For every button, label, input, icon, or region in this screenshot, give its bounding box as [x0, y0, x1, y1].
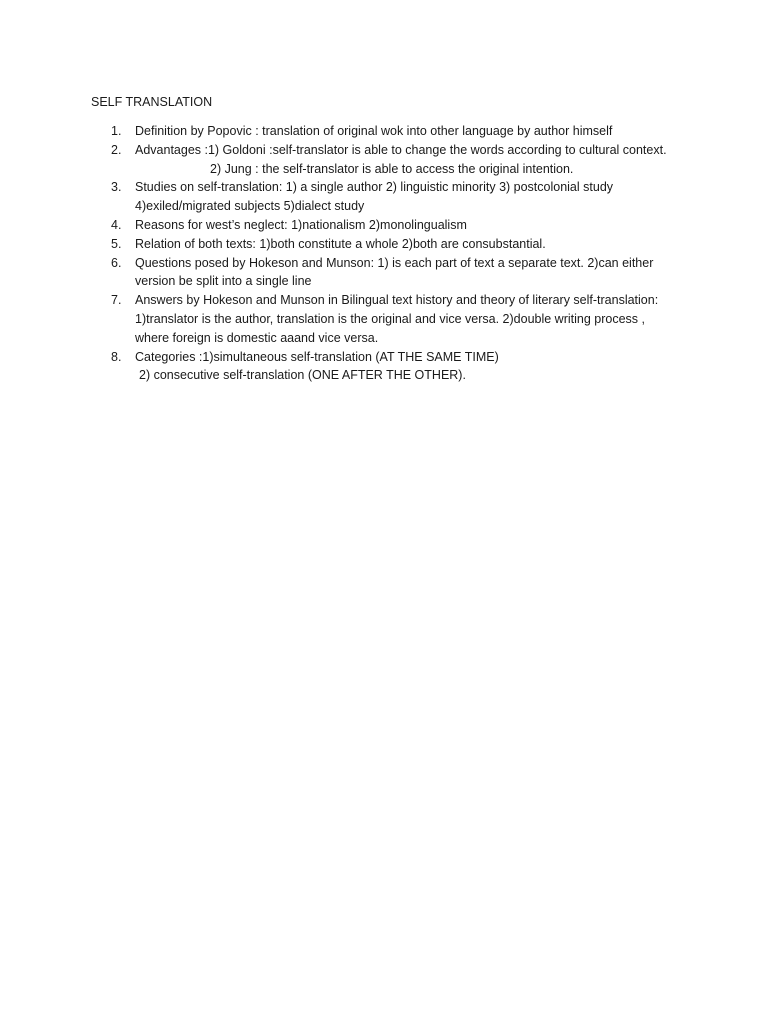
list-item-number: 8. [111, 349, 122, 364]
list-item-text: Relation of both texts: 1)both constitute a whole 2)both are consubstantial. [135, 236, 546, 251]
list-item [91, 216, 691, 235]
list-item [91, 254, 691, 292]
list-item-number: 6. [111, 255, 122, 270]
list-item-text: Answers by Hokeson and Munson in Bilingual text history and theory of literary self-translation: [135, 293, 659, 308]
list-item-text: Questions posed by Hokeson and Munson: 1) is each part of text a separate text. 2)can either [135, 255, 654, 270]
list-item-text: where foreign is domestic aaand vice versa. [135, 330, 379, 345]
list-item-number: 1. [111, 124, 122, 138]
list-item-number: 5. [111, 236, 122, 251]
list-item-text: Reasons for west’s neglect: 1)nationalism 2)monolingualism [135, 217, 467, 232]
list-item [91, 122, 691, 141]
list-item-text: 2) consecutive self-translation (ONE AFTER THE OTHER). [139, 368, 466, 383]
list-item [91, 178, 691, 216]
list-item [91, 348, 691, 386]
list-item [91, 291, 691, 347]
list-item-text: 1)translator is the author, translation is the original and vice versa. 2)double writing process , [135, 311, 645, 326]
list-item-number: 7. [111, 293, 122, 308]
list-item-text: 4)exiled/migrated subjects 5)dialect study [135, 199, 365, 214]
list-item-text: Definition by Popovic : translation of original wok into other language by author himself [135, 124, 613, 138]
list-item [91, 141, 691, 179]
list-item-number: 3. [111, 180, 122, 195]
list-item-number: 4. [111, 217, 122, 232]
list-item-text: version be split into a single line [135, 274, 312, 289]
list-item-number: 2. [111, 142, 122, 157]
list-item [91, 235, 691, 254]
document-title: SELF TRANSLATION [91, 95, 213, 109]
list-item-text: Studies on self-translation: 1) a single author 2) linguistic minority 3) postcolonial study [135, 180, 614, 195]
list-item-text: Categories :1)simultaneous self-translation (AT THE SAME TIME) [135, 349, 499, 364]
list-item-text: Advantages :1) Goldoni :self-translator is able to change the words according to cultural context. [135, 142, 667, 157]
numbered-list [91, 122, 691, 385]
list-item-text: 2) Jung : the self-translator is able to access the original intention. [210, 161, 574, 176]
